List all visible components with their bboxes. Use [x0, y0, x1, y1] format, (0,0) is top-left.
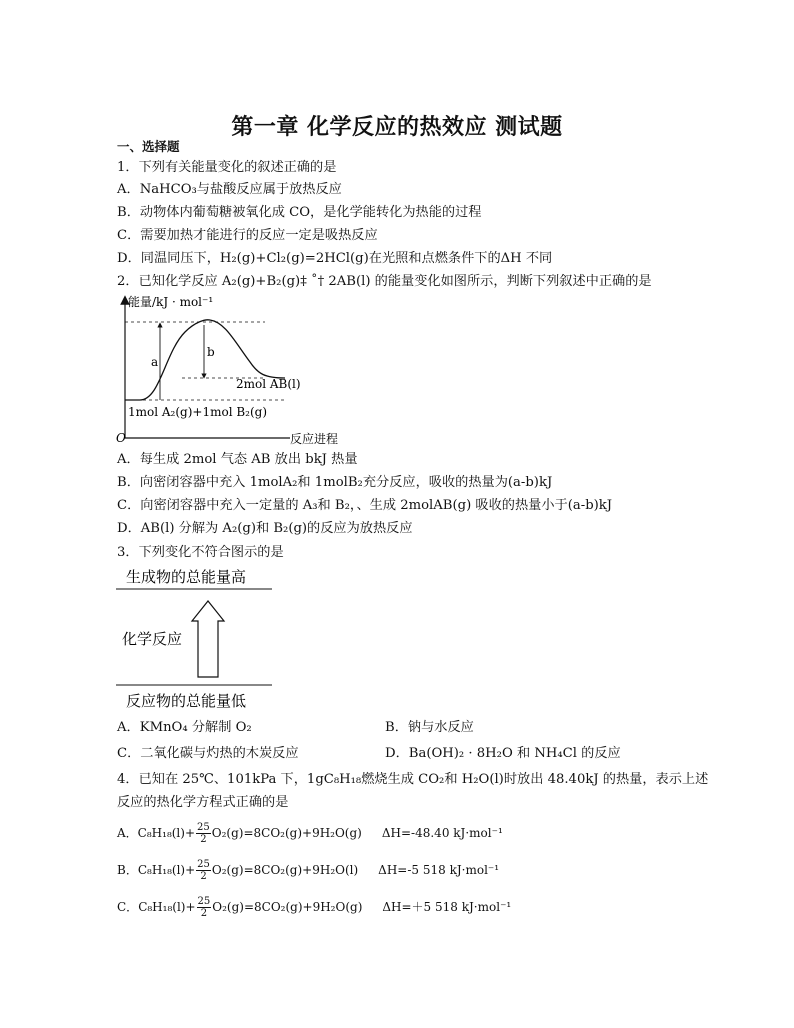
q4-option-a-dh: ΔH=-48.40 kJ·mol⁻¹ — [381, 826, 503, 840]
q3-option-b: B．钠与水反应 — [385, 720, 474, 735]
q4-option-b-dh: ΔH=-5 518 kJ·mol⁻¹ — [378, 863, 500, 877]
bottom-label: 反应物的总能量低 — [126, 692, 247, 710]
product-label: 2mol AB(l) — [236, 377, 301, 391]
q1-stem: 1．下列有关能量变化的叙述正确的是 — [117, 160, 337, 175]
origin-label: O — [116, 431, 126, 445]
top-label: 生成物的总能量高 — [126, 568, 247, 586]
label-b: b — [207, 345, 215, 359]
q1-option-d: D．同温同压下，H₂(g)+Cl₂(g)=2HCl(g)在光照和点燃条件下的ΔH 不同 — [117, 251, 553, 266]
fraction-numerator: 25 — [197, 896, 211, 907]
fraction — [196, 859, 211, 882]
fraction — [197, 896, 212, 919]
q2-option-b: B．向密闭容器中充入 1molA₂和 1molB₂充分反应，吸收的热量为(a-b)kJ — [117, 475, 553, 490]
q4-option-c-rhs: O₂(g)=8CO₂(g)+9H₂O(g) — [212, 900, 363, 914]
q4-option-b-rhs: O₂(g)=8CO₂(g)+9H₂O(l) — [211, 863, 359, 877]
middle-label: 化学反应 — [122, 630, 183, 648]
q1-option-a: A．NaHCO₃与盐酸反应属于放热反应 — [117, 182, 342, 197]
q2-option-a: A．每生成 2mol 气态 AB 放出 bkJ 热量 — [117, 452, 358, 467]
q4-option-c-label: C． — [117, 900, 139, 914]
fraction-denominator: 2 — [200, 871, 207, 882]
section-heading: 一、选择题 — [117, 139, 180, 154]
q2-stem: 2．已知化学反应 A₂(g)+B₂(g)‡ ˚† 2AB(l) 的能量变化如图所示，判断下列叙述中正确的是 — [117, 274, 652, 289]
q4-option-a-label: A． — [117, 826, 138, 840]
q2-option-c: C．向密闭容器中充入一定量的 A₃和 B₂，、生成 2molAB(g) 吸收的热量小于(a-b)kJ — [117, 498, 613, 513]
q4-option-a-rhs: O₂(g)=8CO₂(g)+9H₂O(g) — [211, 826, 362, 840]
q4-option-c-dh: ΔH=＋5 518 kJ·mol⁻¹ — [382, 900, 512, 914]
q4-stem-line2: 反应的热化学方程式正确的是 — [117, 795, 289, 810]
energy-diagram — [110, 292, 370, 452]
q4-option-a — [117, 822, 503, 845]
q1-option-c: C．需要加热才能进行的反应一定是吸热反应 — [117, 228, 378, 243]
q4-option-a-lhs: C₈H₁₈(l)+ — [137, 826, 196, 840]
q3-option-a: A．KMnO₄ 分解制 O₂ — [117, 720, 252, 735]
q4-option-c — [117, 896, 511, 919]
q3-stem: 3．下列变化不符合图示的是 — [117, 545, 284, 560]
label-a: a — [151, 355, 159, 369]
q4-stem-line1: 4．已知在 25℃、101kPa 下，1gC₈H₁₈燃烧生成 CO₂和 H₂O(l)时放出 48.40kJ 的热量，表示上述 — [117, 772, 709, 787]
fraction-denominator: 2 — [200, 834, 207, 845]
q4-option-b-lhs: C₈H₁₈(l)+ — [137, 863, 196, 877]
energy-level-diagram — [112, 563, 282, 715]
fraction — [196, 822, 211, 845]
fraction-numerator: 25 — [197, 859, 210, 870]
page-title: 第一章 化学反应的热效应 测试题 — [231, 115, 563, 140]
q3-option-d: D．Ba(OH)₂ · 8H₂O 和 NH₄Cl 的反应 — [385, 746, 621, 761]
fraction-denominator: 2 — [200, 908, 208, 919]
q2-option-d: D．AB(l) 分解为 A₂(g)和 B₂(g)的反应为放热反应 — [117, 521, 413, 536]
y-axis-label: 能量/kJ · mol⁻¹ — [128, 295, 214, 309]
reactant-label: 1mol A₂(g)+1mol B₂(g) — [128, 405, 268, 419]
x-axis-label: 反应进程 — [290, 432, 339, 446]
q4-option-b-label: B． — [117, 863, 138, 877]
q3-option-c: C．二氧化碳与灼热的木炭反应 — [117, 746, 299, 761]
q1-option-b: B．动物体内葡萄糖被氧化成 CO，是化学能转化为热能的过程 — [117, 205, 482, 220]
q4-option-c-lhs: C₈H₁₈(l)+ — [138, 900, 196, 914]
q4-option-b — [117, 859, 499, 882]
fraction-numerator: 25 — [197, 822, 210, 833]
up-arrow — [192, 601, 224, 677]
